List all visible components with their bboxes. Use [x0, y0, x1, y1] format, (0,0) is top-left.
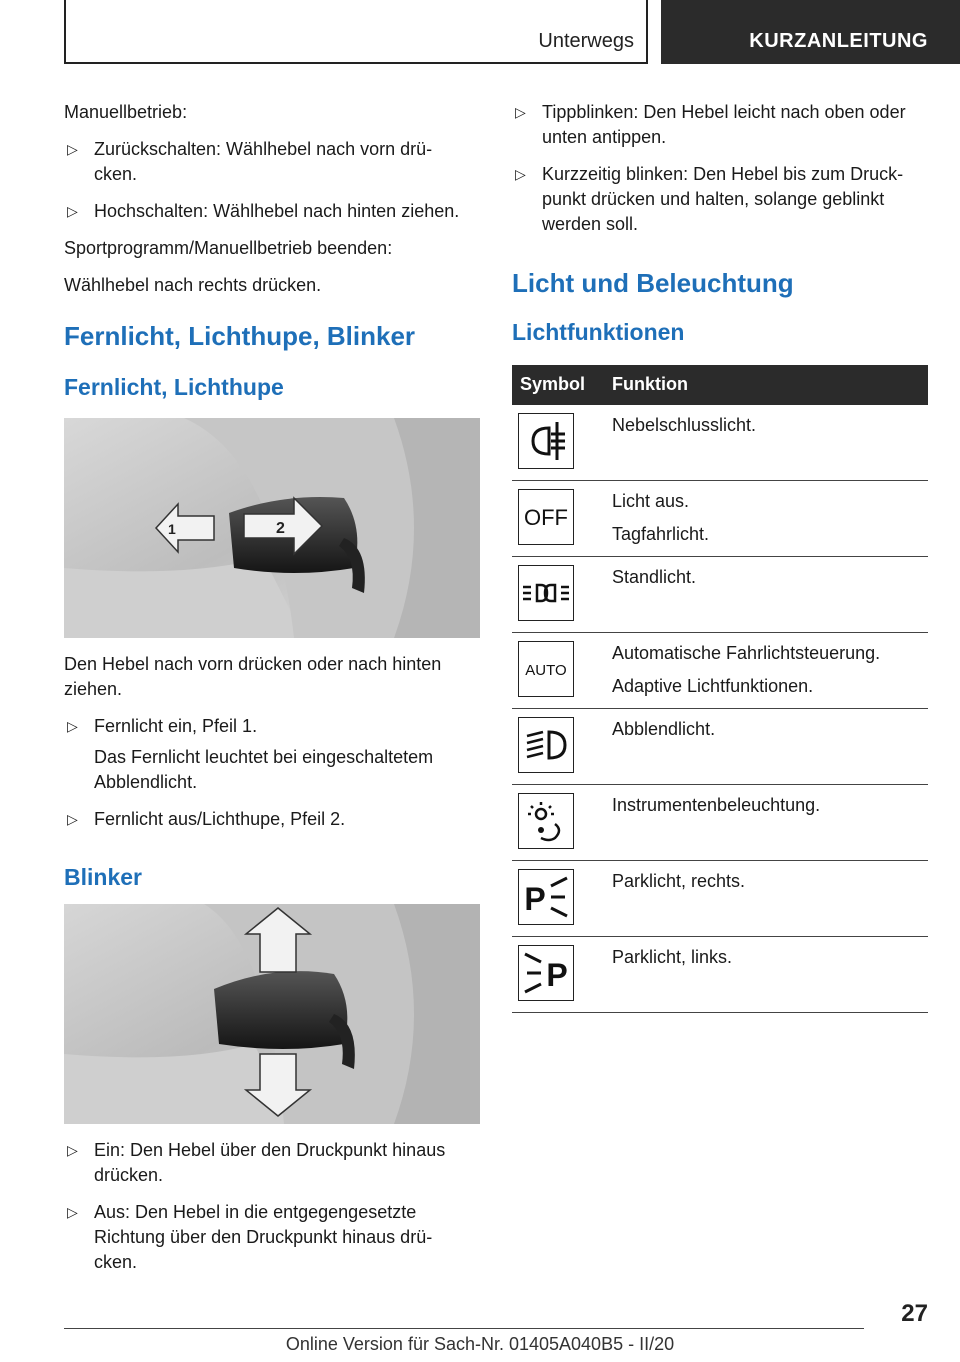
function-text: Licht aus. Tagfahrlicht. [612, 491, 710, 544]
header-chapter-title: KURZANLEITUNG [749, 30, 928, 52]
bullet-triangle-icon: ▷ [67, 811, 78, 827]
list-item [512, 162, 928, 237]
page-number: 27 [901, 1300, 928, 1327]
fernlicht-text: Den Hebel nach vorn drücken oder nach hinten ziehen. [64, 654, 442, 699]
list-item-text: Hochschalten: Wählhebel nach hinten ziehen. [94, 201, 460, 221]
list-item [64, 1138, 480, 1188]
sport-end-text: Sportprogramm/Manuellbetrieb beenden: [64, 238, 393, 258]
table-row [512, 861, 928, 937]
table-row [512, 633, 928, 709]
list-item-text: Tippblinken: Den Hebel leicht nach oben oder unten antippen. [542, 102, 906, 147]
bullet-triangle-icon: ▷ [67, 1142, 78, 1158]
function-text: Parklicht, rechts. [612, 871, 746, 891]
list-item [64, 807, 480, 832]
right-column [512, 100, 928, 1013]
footer-rule [64, 1328, 864, 1329]
function-text: Automatische Fahrlichtsteuerung. Adaptive Lichtfunktionen. [612, 643, 881, 696]
sport-end-action: Wählhebel nach rechts drücken. [64, 275, 322, 295]
table-header [512, 365, 928, 405]
svg-text:P: P [524, 881, 546, 917]
list-item-text: Fernlicht aus/Lichthupe, Pfeil 2. [94, 809, 346, 829]
heading-fernlicht-blinker: Fernlicht, Lichthupe, Blinker [64, 321, 416, 351]
list-item-text: Ein: Den Hebel über den Druckpunkt hinaus drücken. [94, 1140, 446, 1185]
parking-light-icon [518, 565, 574, 621]
table-row [512, 481, 928, 557]
bullet-triangle-icon: ▷ [515, 166, 526, 182]
list-item-text: Fernlicht ein, Pfeil 1. [94, 716, 258, 736]
instrument-lighting-icon [518, 793, 574, 849]
high-beam-lever-figure [64, 418, 480, 638]
function-text: Abblendlicht. [612, 719, 716, 739]
header-section-box [64, 0, 648, 64]
left-column [64, 100, 480, 1287]
header-chapter-box [661, 0, 960, 64]
manual-intro: Manuellbetrieb: [64, 102, 188, 122]
bullet-triangle-icon: ▷ [515, 104, 526, 120]
parking-light-left-icon [518, 945, 574, 1001]
list-item [64, 137, 480, 187]
svg-text:AUTO: AUTO [525, 662, 567, 679]
list-item [64, 714, 480, 795]
list-item [64, 199, 480, 224]
rear-fog-light-icon [518, 413, 574, 469]
svg-text:P: P [546, 957, 568, 993]
heading-lichtfunktionen: Lichtfunktionen [512, 319, 685, 345]
bullet-triangle-icon: ▷ [67, 141, 78, 157]
heading-fernlicht-lichthupe: Fernlicht, Lichthupe [64, 374, 284, 400]
table-row [512, 937, 928, 1013]
list-item-subtext: Das Fernlicht leuchtet bei eingeschaltetem Abblendlicht. [94, 747, 434, 792]
list-item [64, 1200, 480, 1275]
column-header-funktion: Funktion [612, 374, 688, 394]
footer-text: Online Version für Sach-Nr. 01405A040B5 - II/20 [285, 1334, 675, 1354]
arrow-2-label: 2 [276, 520, 285, 537]
function-text: Standlicht. [612, 567, 697, 587]
low-beam-icon [518, 717, 574, 773]
table-row [512, 785, 928, 861]
header-section-title: Unterwegs [538, 30, 634, 52]
bullet-triangle-icon: ▷ [67, 718, 78, 734]
column-header-symbol: Symbol [520, 374, 586, 394]
function-text: Nebelschlusslicht. [612, 415, 757, 435]
parking-light-right-icon [518, 869, 574, 925]
bullet-triangle-icon: ▷ [67, 1204, 78, 1220]
list-item-text: Kurzzeitig blinken: Den Hebel bis zum Druck‐ punkt drücken und halten, solange geblinkt werden soll. [542, 164, 904, 234]
function-text: Instrumentenbeleuchtung. [612, 795, 821, 815]
arrow-1-label: 1 [168, 521, 176, 537]
table-row [512, 557, 928, 633]
list-item-text: Zurückschalten: Wählhebel nach vorn drü‐ cken. [94, 139, 433, 184]
heading-licht-beleuchtung: Licht und Beleuchtung [512, 268, 794, 298]
svg-text:OFF: OFF [524, 505, 568, 530]
list-item [512, 100, 928, 150]
bullet-triangle-icon: ▷ [67, 203, 78, 219]
auto-icon [518, 641, 574, 697]
list-item-text: Aus: Den Hebel in die entgegengesetzte Richtung über den Druckpunkt hinaus drü‐ cken. [94, 1202, 433, 1272]
light-functions-table [512, 365, 928, 1013]
table-row [512, 709, 928, 785]
turn-signal-lever-figure [64, 904, 480, 1124]
heading-blinker: Blinker [64, 864, 142, 890]
function-text: Parklicht, links. [612, 947, 733, 967]
off-icon [518, 489, 574, 545]
table-row [512, 405, 928, 481]
